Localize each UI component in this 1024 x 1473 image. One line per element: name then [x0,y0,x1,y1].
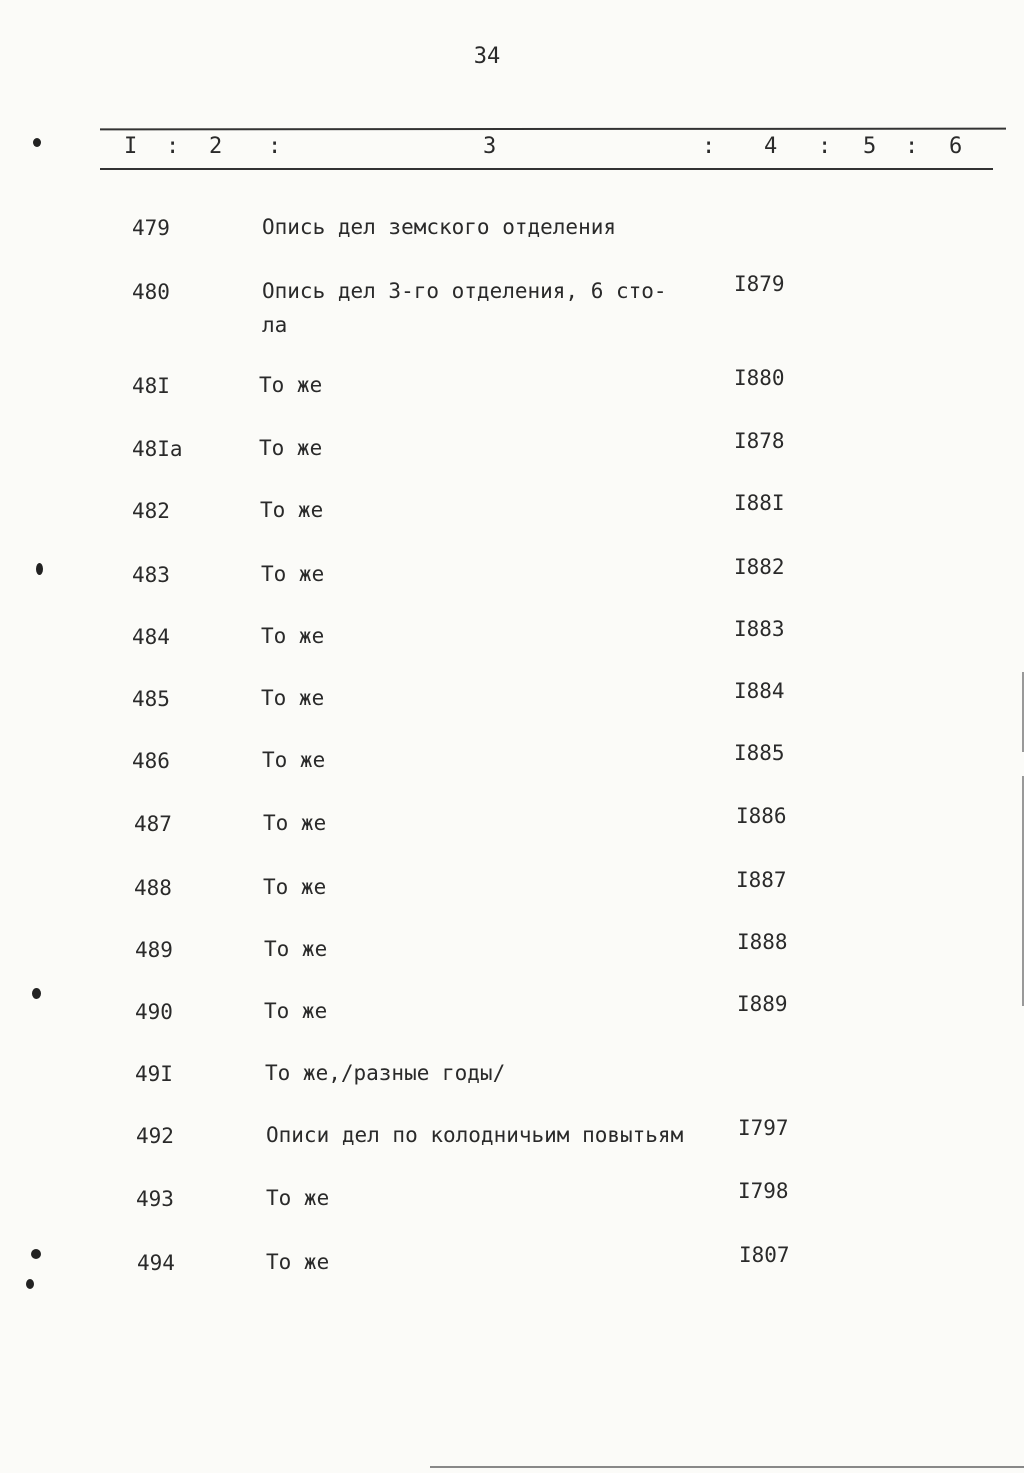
header-sep: : [818,134,832,159]
header-col-3: 3 [483,134,497,159]
row-year: I798 [738,1179,789,1203]
row-description: То же [261,562,325,586]
row-number: 487 [134,812,172,836]
row-description: То же [262,748,326,772]
row-description: Опись дел земского отделения [262,215,617,239]
scan-edge [430,1466,1024,1468]
row-year: I886 [736,804,787,828]
row-year: I807 [739,1243,790,1267]
row-number: 48Iа [132,437,183,461]
header-col-5: 5 [863,134,877,159]
row-description: То же [259,373,323,397]
header-top-rule [100,128,1006,131]
scan-speck [26,1279,34,1289]
row-description: Описи дел по колодничьим повытьям [266,1123,684,1147]
header-bottom-rule [100,168,993,170]
row-year: I878 [734,429,785,453]
row-year: I883 [734,617,785,641]
row-description: То же [266,1186,330,1210]
row-description: То же [263,875,327,899]
header-sep: : [905,134,919,159]
row-number: 492 [136,1124,174,1148]
row-number: 482 [132,499,170,523]
row-number: 479 [132,216,170,240]
header-sep: : [166,134,180,159]
header-col-6: 6 [949,134,963,159]
row-number: 494 [137,1251,175,1275]
header-col-1: I [124,134,138,159]
row-description: То же [264,999,328,1023]
row-description: То же [261,624,325,648]
row-year: I879 [734,272,785,296]
row-number: 486 [132,749,170,773]
row-number: 489 [135,938,173,962]
header-col-4: 4 [764,134,778,159]
header-col-2: 2 [209,134,223,159]
row-number: 48I [132,374,170,398]
scan-speck [32,988,41,999]
row-number: 480 [132,280,170,304]
header-sep: : [268,134,282,159]
row-description: То же [266,1250,330,1274]
scan-speck [31,1249,41,1259]
row-year: I889 [737,992,788,1016]
row-number: 484 [132,625,170,649]
header-sep: : [702,134,716,159]
row-number: 485 [132,687,170,711]
row-number: 483 [132,563,170,587]
row-year: I888 [737,930,788,954]
row-number: 490 [135,1000,173,1024]
row-description: То же [260,498,324,522]
row-number: 493 [136,1187,174,1211]
row-year: I885 [734,741,785,765]
row-number: 488 [134,876,172,900]
row-description: То же [263,811,327,835]
page-number: 34 [473,44,501,69]
row-year: I884 [734,679,785,703]
row-year: I882 [734,555,785,579]
row-number: 49I [135,1062,173,1086]
row-year: I880 [734,366,785,390]
scan-speck [33,138,41,147]
row-description: Опись дел 3-го отделения, 6 сто-ла [262,279,667,337]
row-year: I797 [738,1116,789,1140]
row-description: То же [264,937,328,961]
row-description: То же [259,436,323,460]
row-year: I88I [734,491,785,515]
row-description: То же,/разные годы/ [265,1061,506,1085]
row-description: То же [261,686,325,710]
scan-speck [36,563,43,575]
row-year: I887 [736,868,787,892]
